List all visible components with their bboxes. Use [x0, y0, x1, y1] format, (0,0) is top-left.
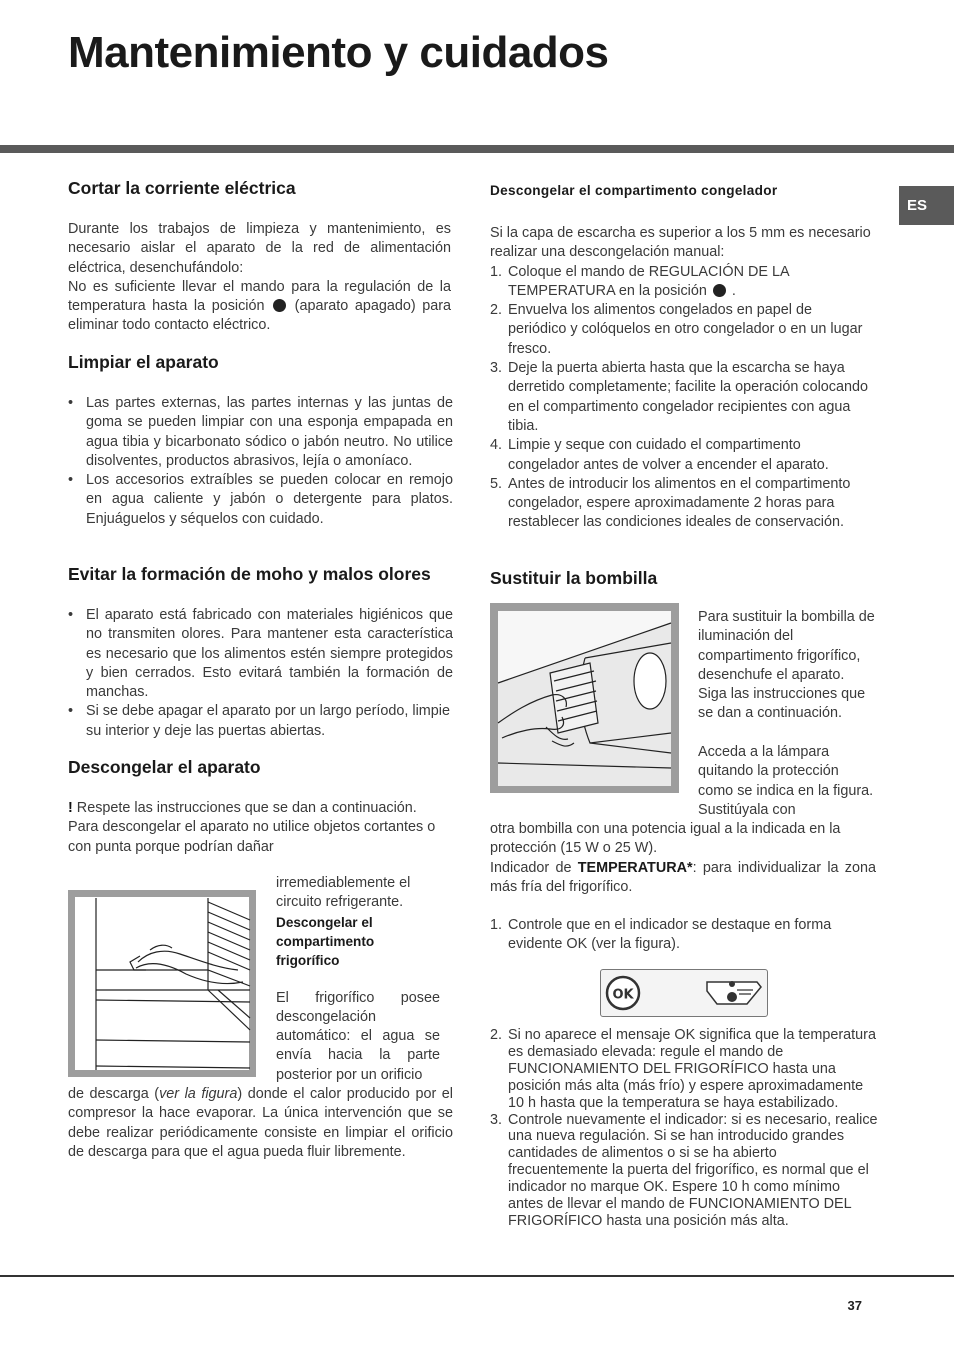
lamp-cover-illustration — [490, 603, 679, 793]
section-heading: Descongelar el aparato — [68, 757, 261, 777]
page-title: Mantenimiento y cuidados — [68, 28, 609, 77]
footer-rule — [0, 1275, 954, 1277]
list-item — [490, 475, 874, 533]
language-tab: ES — [899, 186, 954, 225]
text-run: TEMPERATURA* — [577, 859, 693, 876]
temperature-indicator-figure — [600, 969, 768, 1017]
text-run: . — [731, 282, 736, 299]
section-heading: Cortar la corriente eléctrica — [68, 178, 296, 198]
text-run: Deje la puerta abierta hasta que la escarcha se haya derretido completamente; facilite la operación colocando en el compartimento congelador recipientes con agua tibia. — [508, 360, 868, 434]
lamp-side-text — [698, 608, 876, 820]
list-item — [490, 1027, 878, 1112]
list-item: • Si se debe apagar el aparato por un largo período, limpie su interior y deje las puertas abiertas. — [68, 702, 453, 741]
off-position-icon — [713, 284, 726, 297]
section-cortar-corriente — [68, 178, 451, 336]
indicator-steps — [490, 1027, 878, 1230]
fridge-drain-illustration — [68, 890, 256, 1077]
text-run: No es suficiente llevar el mando para la regulación de la temperatura hasta la posición — [68, 278, 451, 315]
paragraph: Durante los trabajos de limpieza y mantenimiento, es necesario aislar el aparato de la red de alimentación eléctrica, desenchufándolo: — [68, 221, 451, 276]
lamp-continuation — [490, 820, 876, 955]
paragraph: Acceda a la lámpara quitando la protección como se indica en la figura. Sustitúyala con — [698, 744, 874, 818]
paragraph: Si la capa de escarcha es superior a los 5 mm es necesario realizar una descongelación manual: — [490, 225, 871, 261]
list-number: 5. — [490, 475, 503, 492]
paragraph: Para descongelar el aparato no utilice objetos cortantes o con punta porque podrían dañar — [68, 819, 436, 855]
text-run: Envuelva los alimentos congelados en papel de periódico y colóquelos en otro congelador o en un lugar fresco. — [508, 302, 863, 357]
numbered-list — [490, 263, 874, 533]
text-run: Indicador de — [490, 859, 572, 876]
subsection-heading: Descongelar el compartimento frigorífico — [276, 914, 375, 968]
list-number: 2. — [490, 302, 503, 319]
list-item: • Las partes externas, las partes internas y las juntas de goma se pueden limpiar con una esponja empapada en agua tibia y bicarbonato sódico o jabón neutro. No utilice disolventes, productos abrasivos, lejía o amoníaco. — [68, 394, 453, 471]
text-run: Limpie y seque con cuidado el compartimento congelador antes de volver a encender el aparato. — [508, 437, 829, 473]
section-descongelar-congelador — [490, 181, 874, 533]
warning-note — [68, 799, 453, 818]
section-sustituir-bombilla — [490, 568, 874, 588]
section-evitar-moho — [68, 564, 453, 741]
paragraph — [68, 1085, 453, 1162]
paragraph: otra bombilla con una potencia igual a la indicada en la protección (15 W o 25 W). — [490, 821, 841, 857]
paragraph: irremediablemente el circuito refrigerante. — [276, 875, 411, 911]
text-run: : para individualizar la zona más fría del frigorífico. — [490, 859, 877, 895]
defrost-continuation — [68, 1085, 453, 1162]
paragraph — [68, 278, 451, 336]
off-position-icon — [273, 299, 286, 312]
list-item: • El aparato está fabricado con materiales higiénicos que no transmiten olores. Para mantener esta característica es necesario que los alimentos estén siempre protegidos y bien cerrados. Esto evitará también la formación de manchas. — [68, 606, 453, 702]
list-number: 3. — [490, 1111, 503, 1128]
bullet-list — [68, 394, 453, 529]
list-number: 1. — [490, 263, 503, 280]
paragraph: El frigorífico posee descongelación automático: el agua se envía hacia la parte posterior por un orificio — [276, 989, 440, 1083]
text-run: Respete las instrucciones que se dan a continuación. — [76, 800, 417, 816]
list-item — [490, 359, 874, 436]
numbered-list — [490, 1027, 878, 1230]
list-item — [490, 263, 874, 302]
text-run: de descarga ( — [68, 1086, 160, 1102]
list-item — [490, 436, 874, 475]
bullet-list — [68, 606, 453, 741]
text-run: Antes de introducir los alimentos en el compartimento congelador, espere aproximadamente 2 horas para restablecer las condiciones ideales de conservación. — [508, 475, 851, 531]
section-heading: Evitar la formación de moho y malos olores — [68, 564, 431, 584]
list-item — [490, 1112, 878, 1230]
section-descongelar-aparato — [68, 757, 453, 857]
list-item — [490, 916, 876, 955]
text-run: Coloque el mando de REGULACIÓN DE LA TEMPERATURA en la posición — [508, 263, 789, 299]
section-heading: Limpiar el aparato — [68, 352, 219, 372]
list-number: 4. — [490, 437, 503, 454]
list-number: 3. — [490, 360, 503, 377]
text-run: Si no aparece el mensaje OK significa que la temperatura es demasiado elevada: regule el mando de FUNCIONAMIENTO DEL FRIGORÍFICO hasta una posición más alta (más frío) y espere aproximadamente 10 h hasta que la temperatura se haya estabilizado. — [508, 1027, 876, 1111]
text-run: (aparato apagado) para eliminar todo contacto eléctrico. — [68, 298, 452, 334]
text-run: Controle nuevamente el indicador: si es necesario, realice una nueva regulación. Si se han introducido grandes cantidades de alimentos o si se ha abierto frecuentemente la puerta del frigorífico, es normal que el indicador no marque OK. Espere 10 h como mínimo antes de llevar el mando de FUNCIONAMIENTO DEL FRIGORÍFICO hasta una posición más alta. — [508, 1111, 878, 1229]
header-rule — [0, 145, 954, 153]
text-run: Controle que en el indicador se destaque en forma evidente OK (ver la figura). — [508, 917, 832, 953]
section-heading: Sustituir la bombilla — [490, 568, 658, 588]
list-item — [490, 301, 874, 359]
defrost-side-text — [276, 874, 440, 1085]
paragraph: Para sustituir la bombilla de iluminación del compartimento frigorífico, desenchufe el aparato. Siga las instrucciones que se dan a continuación. — [698, 609, 875, 722]
section-limpiar-aparato — [68, 352, 453, 529]
list-number: 2. — [490, 1027, 503, 1043]
ok-indicator-illustration — [601, 970, 767, 1016]
warning-icon: ! — [68, 800, 73, 816]
list-number: 1. — [490, 917, 503, 934]
text-run: ) donde el calor producido por el compresor la hace evaporar. La única intervención que se debe realizar periódicamente consiste en limpiar el orificio de descarga para que el agua pueda fluir libremente. — [68, 1086, 453, 1160]
fridge-defrost-figure — [68, 890, 256, 1077]
list-item: • Los accesorios extraíbles se pueden colocar en remojo en agua caliente y jabón o detergente para platos. Enjuáguelos y séquelos con cuidado. — [68, 471, 453, 529]
page-number: 37 — [847, 1298, 862, 1313]
numbered-list — [490, 916, 876, 955]
section-heading: Descongelar el compartimento congelador — [490, 183, 778, 198]
lamp-replacement-figure — [490, 603, 679, 793]
ok-label: OK — [612, 987, 634, 1003]
text-run: ver la figura — [159, 1086, 238, 1102]
paragraph — [490, 859, 876, 898]
